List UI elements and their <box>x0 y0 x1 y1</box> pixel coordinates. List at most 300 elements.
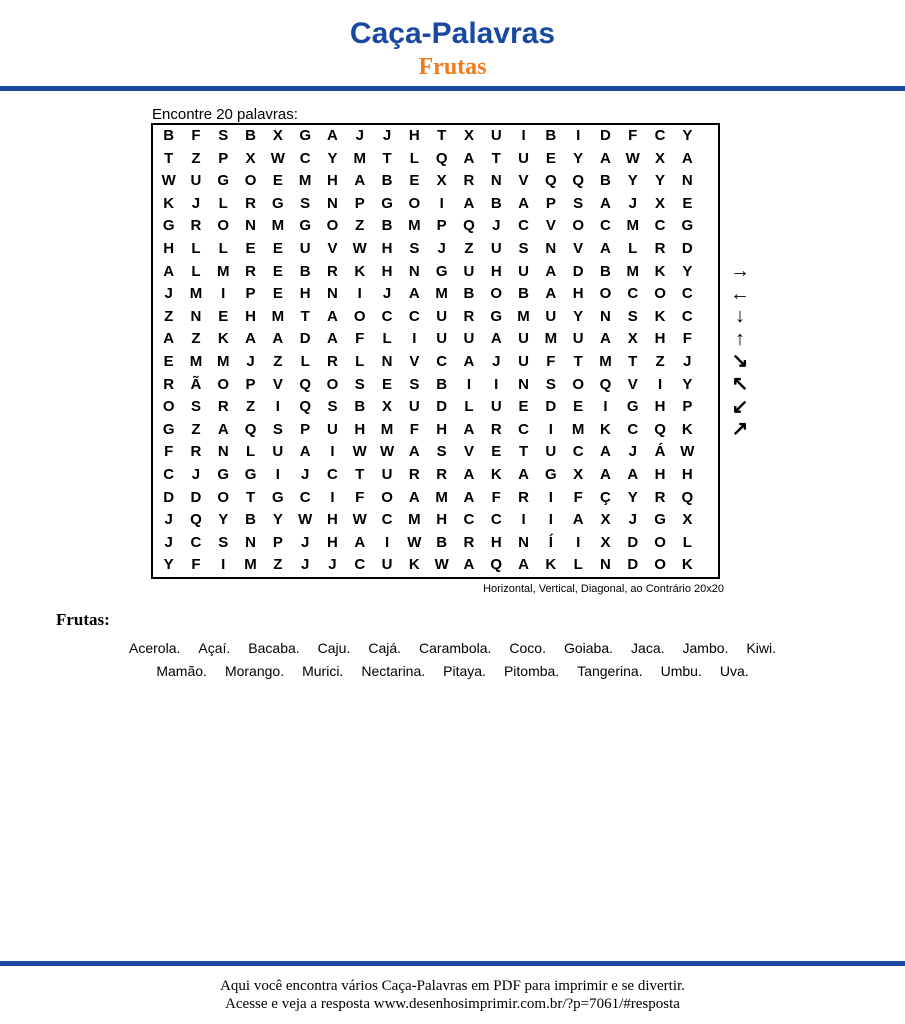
word-list-item: Goiaba. <box>563 640 614 656</box>
grid-cell: C <box>518 420 529 438</box>
grid-cell: D <box>572 262 584 280</box>
grid-cell: A <box>463 149 475 167</box>
grid-cell: M <box>408 217 421 235</box>
grid-cell: Q <box>299 375 311 393</box>
grid-row <box>153 509 718 532</box>
grid-cell: U <box>463 330 475 348</box>
grid-cell: H <box>327 533 338 551</box>
grid-cell: L <box>628 240 638 257</box>
grid-cell: K <box>545 556 557 574</box>
grid-cell: R <box>190 217 202 235</box>
grid-row <box>153 148 718 171</box>
grid-cell: X <box>573 466 584 483</box>
grid-cell: C <box>627 285 639 303</box>
grid-cell: W <box>352 511 367 529</box>
grid-row <box>153 170 718 193</box>
grid-cell: T <box>628 353 638 370</box>
grid-cell: A <box>600 149 611 167</box>
grid-cell: N <box>600 307 611 325</box>
grid-cell: S <box>573 194 584 212</box>
grid-cell: F <box>164 443 174 461</box>
grid-cell: W <box>407 533 422 551</box>
grid-cell: T <box>300 307 310 325</box>
grid-cell: Z <box>191 149 201 167</box>
grid-cell: G <box>435 262 448 280</box>
grid-cell: X <box>627 330 638 348</box>
word-list-item: Bacaba. <box>248 640 300 656</box>
grid-cell: G <box>490 307 503 325</box>
grid-cell: U <box>299 240 311 257</box>
grid-cell: A <box>327 307 338 325</box>
grid-cell: I <box>521 511 526 529</box>
arrow-down-icon: ↓ <box>735 305 745 328</box>
grid-cell: S <box>272 420 283 438</box>
grid-cell: F <box>355 330 365 348</box>
grid-cell: X <box>463 127 474 144</box>
grid-cell: M <box>298 172 312 190</box>
grid-cell: N <box>600 556 611 574</box>
grid-cell: M <box>435 285 448 303</box>
grid-cell: Y <box>573 307 584 325</box>
grid-cell: I <box>221 556 226 574</box>
grid-cell: X <box>655 194 666 212</box>
grid-cell: S <box>327 398 338 416</box>
grid-cell: U <box>490 127 502 144</box>
grid-cell: R <box>490 420 502 438</box>
grid-cell: X <box>436 172 447 190</box>
grid-cell: J <box>492 353 501 370</box>
grid-cell: A <box>518 466 529 483</box>
grid-cell: Y <box>627 488 638 506</box>
grid-cell: B <box>600 262 611 280</box>
grid-cell: Z <box>164 307 174 325</box>
grid-cell: F <box>628 127 638 144</box>
grid-cell: E <box>545 149 556 167</box>
grid-cell: F <box>573 488 583 506</box>
grid-cell: V <box>518 172 529 190</box>
grid-cell: X <box>245 149 256 167</box>
grid-cell: M <box>626 217 639 235</box>
arrow-up-icon: ↑ <box>735 327 745 350</box>
grid-cell: G <box>381 194 393 212</box>
grid-cell: A <box>408 285 420 303</box>
grid-cell: D <box>190 488 202 506</box>
grid-cell: N <box>518 375 529 393</box>
grid-cell: Y <box>655 172 666 190</box>
grid-cell: J <box>300 466 310 483</box>
grid-cell: Y <box>218 511 229 529</box>
grid-cell: S <box>436 443 447 461</box>
grid-cell: N <box>408 262 420 280</box>
grid-cell: L <box>218 240 228 257</box>
grid-cell: A <box>299 443 311 461</box>
grid-cell: E <box>218 307 229 325</box>
grid-cell: H <box>490 262 502 280</box>
grid-cell: F <box>191 556 201 574</box>
grid-cell: E <box>409 172 420 190</box>
grid-cell: G <box>681 217 694 235</box>
grid-cell: Q <box>599 375 612 393</box>
grid-cell: I <box>275 466 280 483</box>
directions-hint: Horizontal, Vertical, Diagonal, ao Contrário 20x20 <box>483 583 724 595</box>
grid-cell: V <box>463 443 474 461</box>
grid-cell: A <box>408 488 420 506</box>
grid-cell: J <box>164 533 173 551</box>
grid-cell: W <box>161 172 176 190</box>
grid-cell: L <box>409 149 419 167</box>
grid-cell: J <box>628 511 637 529</box>
grid-cell: M <box>216 353 230 370</box>
grid-cell: X <box>382 398 393 416</box>
grid-cell: D <box>627 556 639 574</box>
grid-cell: J <box>355 127 364 144</box>
grid-cell: O <box>162 398 175 416</box>
grid-cell: J <box>628 194 637 212</box>
grid-cell: B <box>354 398 366 416</box>
grid-cell: I <box>603 398 608 416</box>
grid-cell: A <box>272 330 284 348</box>
grid-cell: C <box>572 443 584 461</box>
grid-cell: Á <box>654 443 666 461</box>
grid-cell: A <box>463 488 475 506</box>
grid-cell: M <box>517 307 530 325</box>
grid-cell: L <box>573 556 583 574</box>
grid-cell: Z <box>191 330 201 348</box>
grid-cell: Q <box>681 488 694 506</box>
grid-cell: M <box>244 556 257 574</box>
grid-cell: U <box>545 307 557 325</box>
grid-cell: W <box>352 443 367 461</box>
grid-row <box>153 238 718 261</box>
grid-cell: R <box>217 398 229 416</box>
grid-cell: D <box>545 398 557 416</box>
grid-cell: U <box>381 556 393 574</box>
grid-cell: C <box>518 217 529 235</box>
grid-cell: A <box>463 556 475 574</box>
grid-cell: E <box>491 443 502 461</box>
word-list-item: Açaí. <box>198 640 231 656</box>
grid-cell: H <box>490 533 502 551</box>
grid-cell: V <box>545 217 556 235</box>
grid-row <box>153 193 718 216</box>
grid-cell: D <box>681 240 693 257</box>
grid-cell: N <box>327 285 338 303</box>
grid-cell: Z <box>191 420 201 438</box>
word-list-item: Tangerina. <box>577 663 643 679</box>
grid-cell: R <box>408 466 420 483</box>
grid-cell: I <box>330 488 335 506</box>
word-list-line-1 <box>0 639 905 657</box>
grid-cell: M <box>626 262 639 280</box>
grid-cell: G <box>162 420 175 438</box>
grid-cell: W <box>434 556 449 574</box>
grid-cell: C <box>327 466 338 483</box>
grid-cell: H <box>436 420 448 438</box>
grid-cell: U <box>463 262 475 280</box>
grid-cell: L <box>245 443 256 461</box>
grid-cell: Q <box>244 420 257 438</box>
grid-cell: M <box>380 420 394 438</box>
grid-cell: K <box>408 556 420 574</box>
grid-cell: A <box>408 443 420 461</box>
grid-cell: A <box>463 466 475 483</box>
grid-cell: Q <box>654 420 666 438</box>
grid-cell: U <box>518 330 529 348</box>
word-list-item: Umbu. <box>660 663 702 679</box>
word-list-heading: Frutas: <box>56 610 110 629</box>
grid-cell: A <box>463 353 475 370</box>
grid-cell: Y <box>272 511 283 529</box>
grid-cell: A <box>681 149 693 167</box>
grid-cell: N <box>327 194 338 212</box>
grid-cell: I <box>275 398 280 416</box>
grid-cell: M <box>271 217 285 235</box>
grid-cell: U <box>436 330 448 348</box>
grid-row <box>153 125 718 148</box>
grid-cell: Y <box>573 149 584 167</box>
grid-cell: O <box>654 556 666 574</box>
grid-cell: G <box>545 466 557 483</box>
grid-cell: Z <box>245 398 256 416</box>
grid-cell: O <box>217 375 230 393</box>
grid-cell: X <box>600 533 611 551</box>
grid-cell: A <box>327 127 338 144</box>
grid-cell: G <box>299 217 311 235</box>
grid-cell: O <box>599 285 612 303</box>
grid-cell: I <box>521 127 526 144</box>
grid-cell: E <box>163 353 174 370</box>
grid-cell: J <box>328 556 337 574</box>
grid-cell: U <box>381 466 393 483</box>
grid-cell: W <box>352 240 367 257</box>
grid-cell: X <box>682 511 693 529</box>
grid-cell: R <box>463 307 475 325</box>
grid-cell: E <box>272 285 283 303</box>
grid-cell: M <box>571 420 585 438</box>
word-list-item: Jaca. <box>631 640 665 656</box>
grid-cell: J <box>300 533 310 551</box>
arrow-right-icon: → <box>730 260 750 282</box>
grid-cell: H <box>163 240 175 257</box>
grid-cell: C <box>354 556 366 574</box>
grid-cell: C <box>490 511 502 529</box>
grid-cell: U <box>190 172 202 190</box>
grid-cell: U <box>518 149 529 167</box>
grid-cell: Q <box>490 556 503 574</box>
grid-cell: S <box>300 194 311 212</box>
grid-cell: F <box>546 353 556 370</box>
grid-cell: Í <box>548 533 553 551</box>
grid-cell: D <box>627 533 639 551</box>
grid-cell: C <box>463 511 475 529</box>
grid-cell: V <box>327 240 338 257</box>
grid-cell: H <box>436 511 448 529</box>
grid-cell: Ã <box>190 375 202 393</box>
grid-cell: B <box>381 172 393 190</box>
page-title: Caça-Palavras <box>349 17 556 50</box>
grid-row <box>153 419 718 442</box>
grid-cell: A <box>518 556 529 574</box>
grid-cell: D <box>299 330 311 348</box>
grid-cell: I <box>576 127 581 144</box>
grid-cell: O <box>217 488 230 506</box>
grid-cell: A <box>572 511 584 529</box>
grid-cell: U <box>272 443 284 461</box>
grid-cell: F <box>682 330 692 348</box>
grid-cell: N <box>518 533 529 551</box>
grid-cell: G <box>654 511 666 529</box>
grid-cell: B <box>518 285 529 303</box>
grid-row <box>153 532 718 555</box>
grid-cell: U <box>490 398 502 416</box>
word-list-item: Nectarina. <box>361 663 426 679</box>
grid-cell: T <box>518 443 529 461</box>
grid-cell: J <box>164 285 173 303</box>
grid-cell: U <box>518 262 529 280</box>
grid-cell: Q <box>190 511 202 529</box>
grid-cell: N <box>217 443 229 461</box>
grid-cell: E <box>272 240 283 257</box>
grid-row <box>153 283 718 306</box>
grid-row <box>153 396 718 419</box>
grid-cell: W <box>379 443 395 461</box>
grid-cell: N <box>245 533 256 551</box>
grid-cell: O <box>490 285 503 303</box>
grid-cell: I <box>548 488 553 506</box>
grid-cell: A <box>354 533 366 551</box>
grid-cell: Y <box>682 262 693 280</box>
grid-cell: G <box>272 194 284 212</box>
grid-cell: V <box>627 375 638 393</box>
grid-cell: C <box>654 217 666 235</box>
grid-cell: H <box>299 285 311 303</box>
grid-cell: C <box>299 488 311 506</box>
grid-cell: E <box>382 375 393 393</box>
grid-cell: S <box>190 398 201 416</box>
grid-cell: A <box>600 330 611 348</box>
grid-cell: C <box>681 307 693 325</box>
grid-cell: S <box>354 375 365 393</box>
grid-cell: K <box>600 420 611 438</box>
word-list-item: Murici. <box>302 663 344 679</box>
grid-cell: O <box>244 172 257 190</box>
grid-cell: K <box>654 262 666 280</box>
grid-row <box>153 306 718 329</box>
grid-cell: L <box>382 330 392 348</box>
grid-cell: K <box>654 307 666 325</box>
grid-cell: C <box>600 217 611 235</box>
grid-cell: H <box>245 307 256 325</box>
grid-cell: A <box>518 194 529 212</box>
grid-cell: A <box>490 330 502 348</box>
grid-cell: V <box>409 353 420 370</box>
arrow-down-right-icon: ↘ <box>731 350 749 373</box>
grid-cell: I <box>548 511 553 529</box>
grid-cell: K <box>681 556 693 574</box>
grid-cell: C <box>408 307 420 325</box>
grid-cell: L <box>464 398 474 416</box>
grid-cell: Z <box>355 217 365 235</box>
grid-cell: B <box>436 375 448 393</box>
grid-cell: X <box>600 511 611 529</box>
word-list-item: Kiwi. <box>746 640 776 656</box>
grid-cell: I <box>576 533 581 551</box>
arrow-left-icon: ← <box>730 282 750 305</box>
word-list-item: Jambo. <box>682 640 729 656</box>
grid-cell: N <box>245 217 256 235</box>
footer-resource-link[interactable]: Acesse e veja a resposta www.desenhosimprimir.com.br/?p=7061/#resposta <box>225 996 680 1012</box>
grid-cell: M <box>408 511 421 529</box>
grid-cell: P <box>272 533 283 551</box>
grid-cell: S <box>409 375 420 393</box>
grid-cell: G <box>626 398 639 416</box>
grid-cell: R <box>463 533 475 551</box>
grid-cell: L <box>682 533 692 551</box>
grid-cell: H <box>381 240 393 257</box>
bottom-divider <box>0 961 905 966</box>
grid-row <box>153 441 718 464</box>
grid-cell: B <box>245 511 256 529</box>
grid-cell: S <box>545 375 556 393</box>
grid-cell: M <box>435 488 448 506</box>
word-list-item: Acerola. <box>129 640 181 656</box>
grid-cell: T <box>245 488 256 506</box>
grid-cell: J <box>191 466 201 483</box>
grid-cell: L <box>300 353 310 370</box>
grid-cell: C <box>190 533 202 551</box>
grid-cell: L <box>355 353 365 370</box>
grid-cell: L <box>218 194 228 212</box>
top-divider <box>0 86 905 91</box>
word-list-item: Pitomba. <box>503 663 560 679</box>
grid-cell: A <box>163 330 175 348</box>
grid-cell: M <box>189 285 203 303</box>
grid-cell: C <box>299 149 311 167</box>
grid-cell: O <box>654 285 666 303</box>
grid-cell: L <box>191 262 201 280</box>
grid-cell: Y <box>627 172 638 190</box>
grid-cell: O <box>572 217 584 235</box>
grid-cell: H <box>408 127 420 144</box>
grid-cell: L <box>191 240 201 257</box>
grid-cell: H <box>354 420 366 438</box>
grid-cell: N <box>490 172 502 190</box>
grid-cell: J <box>382 285 392 303</box>
grid-cell: A <box>545 285 557 303</box>
grid-cell: J <box>683 353 692 370</box>
grid-cell: G <box>217 172 230 190</box>
grid-cell: I <box>357 285 362 303</box>
grid-cell: O <box>326 217 339 235</box>
word-search-grid <box>151 123 720 579</box>
grid-cell: J <box>492 217 501 235</box>
grid-cell: P <box>245 375 256 393</box>
grid-cell: N <box>381 353 393 370</box>
grid-cell: H <box>327 511 338 529</box>
grid-cell: V <box>272 375 283 393</box>
grid-cell: O <box>381 488 393 506</box>
grid-cell: G <box>272 488 284 506</box>
grid-cell: J <box>382 127 392 144</box>
grid-cell: E <box>682 194 693 212</box>
grid-cell: Z <box>273 556 283 574</box>
grid-row <box>153 487 718 510</box>
grid-row <box>153 464 718 487</box>
grid-cell: P <box>218 149 229 167</box>
grid-cell: Q <box>463 217 475 235</box>
grid-cell: C <box>381 511 393 529</box>
grid-cell: Y <box>682 127 693 144</box>
